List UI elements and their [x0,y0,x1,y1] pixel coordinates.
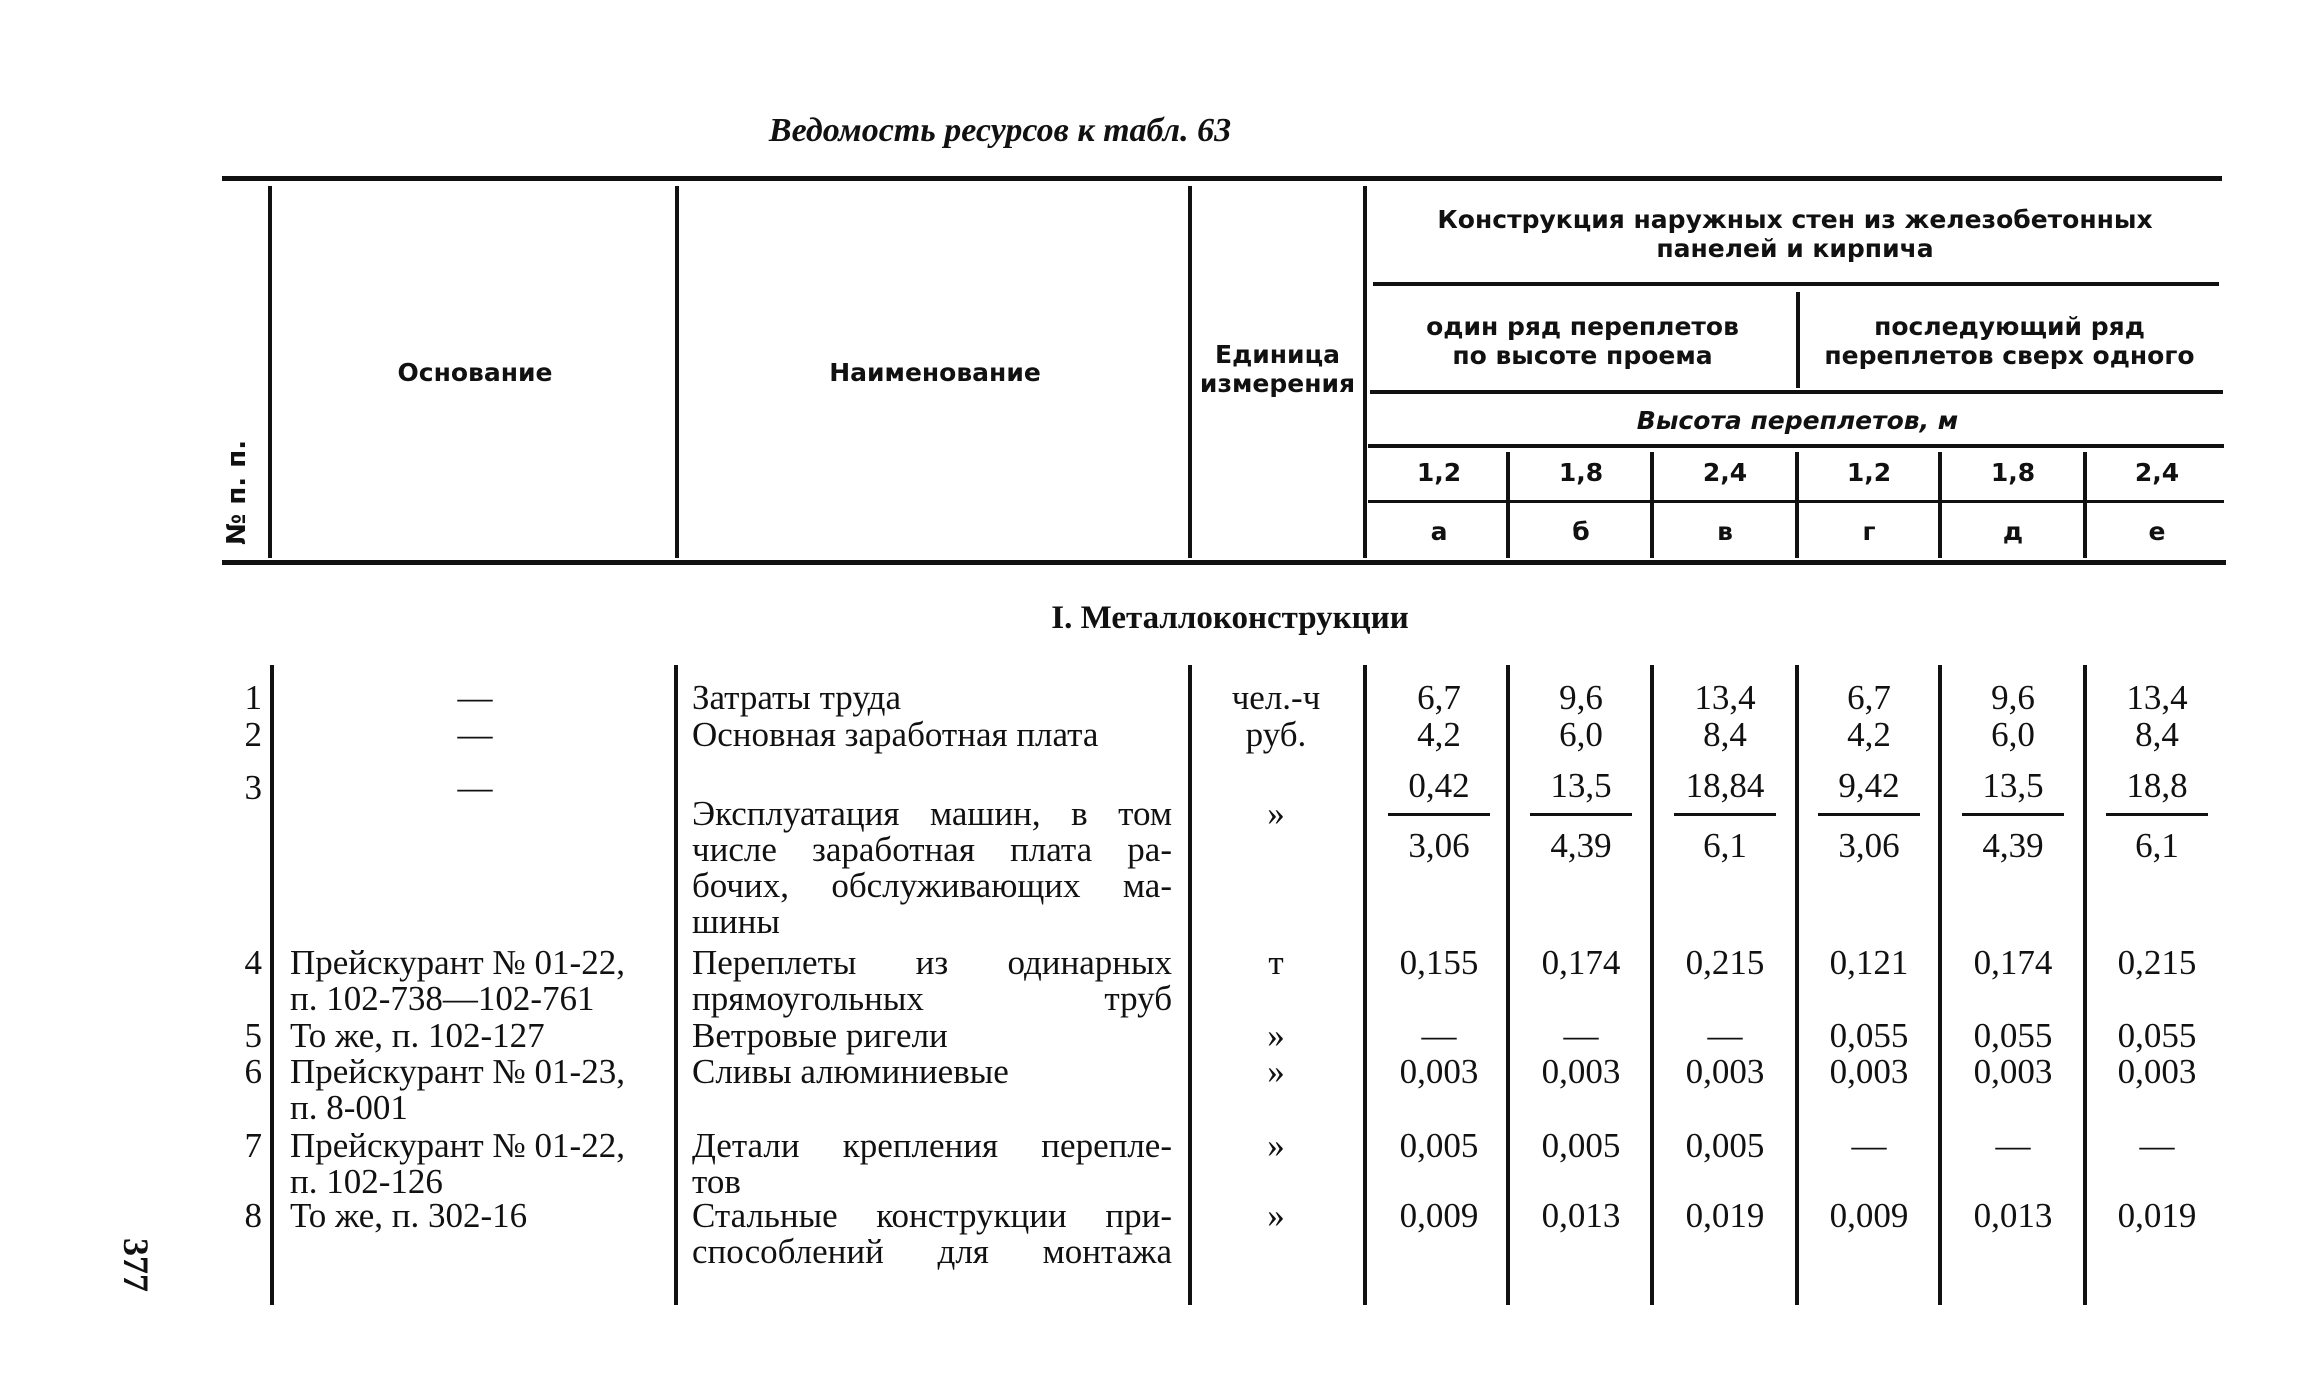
resource-value: 6,7 [1417,678,1461,717]
height-divider-5 [2083,452,2087,558]
column-letter: б [1572,517,1590,546]
resource-value: 0,003 [1685,1052,1765,1091]
height-value: 1,2 [1846,458,1892,487]
page-number: 377 [116,1238,156,1292]
header-basis: Основание [397,358,553,387]
height-value: 2,4 [1702,458,1748,487]
resource-value: 0,174 [1541,943,1621,982]
header-height-caption: Высота переплетов, м [1636,406,1959,435]
unit-text: чел.-ч [1231,678,1321,717]
resource-value: 0,013 [1973,1196,2053,1235]
fraction-bar [1674,813,1776,816]
resource-value: 0,003 [1399,1052,1479,1091]
fraction-value [1374,768,1504,864]
fraction-denominator: 4,39 [1550,826,1612,865]
column-letter: в [1717,517,1733,546]
header-divider-2 [675,186,679,558]
resource-value: 0,003 [2117,1052,2197,1091]
basis-text: п. 102-126 [290,1162,443,1201]
resource-value: 0,055 [2117,1016,2197,1055]
resource-value: 9,6 [1991,678,2035,717]
resource-value: 4,2 [1847,715,1891,754]
resource-value: 0,005 [1685,1126,1765,1165]
subgroup-rule [1370,390,2223,394]
row-number: 3 [244,768,262,807]
fraction-numerator: 18,84 [1685,766,1765,805]
header-one-row: один ряд переплетов по высоте проема [1426,312,1739,370]
fraction-bar [1530,813,1632,816]
resource-value: 6,0 [1559,715,1603,754]
fraction-bar [1388,813,1490,816]
header-divider-3 [1188,186,1192,558]
fraction-denominator: 3,06 [1408,826,1470,865]
row-number: 6 [244,1052,262,1091]
header-next-row: последующий ряд переплетов сверх одного [1824,312,2195,370]
name-text: шины [692,902,780,941]
fraction-numerator: 0,42 [1408,766,1470,805]
body-divider-8 [1938,665,1942,1305]
header-unit: Единица измерения [1199,340,1356,398]
unit-text: » [1267,1016,1285,1055]
name-text: Ветровые ригели [692,1016,948,1055]
name-text: Эксплуатация машин, в том [692,794,1172,833]
resource-value: — [1707,1016,1743,1055]
unit-text: руб. [1245,715,1307,754]
header-group-title: Конструкция наружных стен из железобетонных панелей и кирпича [1437,205,2153,263]
column-letter: г [1862,517,1876,546]
resource-value: — [1421,1016,1457,1055]
resource-value: 0,003 [1829,1052,1909,1091]
height-value: 1,2 [1416,458,1462,487]
unit-text: » [1267,1196,1285,1235]
subgroup-divider [1796,292,1800,388]
resource-value: 0,013 [1541,1196,1621,1235]
fraction-value [2092,768,2222,864]
height-value: 1,8 [1990,458,2036,487]
name-text: Сливы алюминиевые [692,1052,1009,1091]
resource-value: 0,215 [2117,943,2197,982]
body-divider-7 [1795,665,1799,1305]
resource-value: 9,6 [1559,678,1603,717]
body-divider-2 [674,665,678,1305]
resource-value: 0,009 [1829,1196,1909,1235]
fraction-denominator: 6,1 [1703,826,1747,865]
name-text: Переплеты из одинарных [692,943,1172,982]
body-divider-9 [2083,665,2087,1305]
header-divider-4 [1363,186,1367,558]
row-number: 7 [244,1126,262,1165]
row-number: 4 [244,943,262,982]
resource-value: 0,121 [1829,943,1909,982]
height-divider-2 [1650,452,1654,558]
fraction-value [1948,768,2078,864]
basis-text: Прейскурант № 01-22, [290,1126,625,1165]
section-title: I. Металлоконструкции [1051,600,1409,636]
resource-value: 0,055 [1973,1016,2053,1055]
resource-value: 8,4 [2135,715,2179,754]
resource-value: 6,7 [1847,678,1891,717]
resource-value: 0,003 [1541,1052,1621,1091]
basis-text: п. 102-738—102-761 [290,979,595,1018]
fraction-numerator: 9,42 [1838,766,1900,805]
resource-value: 0,155 [1399,943,1479,982]
name-text: Затраты труда [692,678,901,717]
resource-value: 0,009 [1399,1196,1479,1235]
body-divider-6 [1650,665,1654,1305]
basis-text: То же, п. 102-127 [290,1016,545,1055]
resource-value: 0,215 [1685,943,1765,982]
resource-value: 0,055 [1829,1016,1909,1055]
resource-value: 8,4 [1703,715,1747,754]
name-text: прямоугольных труб [692,979,1172,1018]
basis-text: п. 8-001 [290,1088,408,1127]
body-divider-1 [270,665,274,1305]
unit-text: » [1267,794,1285,833]
column-letter: а [1430,517,1448,546]
fraction-numerator: 13,5 [1982,766,2044,805]
fraction-bar [2106,813,2208,816]
resource-value: 13,4 [2126,678,2188,717]
column-letter: д [2002,517,2024,546]
name-text: способлений для монтажа [692,1232,1172,1271]
basis-dash: — [457,715,493,754]
resource-value: 0,174 [1973,943,2053,982]
header-number: № п. п. [222,439,252,545]
row-number: 5 [244,1016,262,1055]
resource-value: 6,0 [1991,715,2035,754]
fraction-denominator: 4,39 [1982,826,2044,865]
basis-text: Прейскурант № 01-23, [290,1052,625,1091]
height-divider-4 [1938,452,1942,558]
body-divider-4 [1363,665,1367,1305]
height-rule [1368,444,2224,448]
header-name: Наименование [829,358,1041,387]
fraction-numerator: 18,8 [2126,766,2188,805]
row-number: 1 [244,678,262,717]
resource-value: — [2139,1126,2175,1165]
resource-value: 0,019 [1685,1196,1765,1235]
name-text: Основная заработная плата [692,715,1099,754]
resource-value: 0,019 [2117,1196,2197,1235]
group-rule [1373,282,2219,286]
name-text: бочих, обслуживающих ма- [692,866,1172,905]
unit-text: т [1268,943,1284,982]
basis-text: То же, п. 302-16 [290,1196,528,1235]
header-bottom-rule [222,560,2226,565]
name-text: Стальные конструкции при- [692,1196,1172,1235]
unit-text: » [1267,1126,1285,1165]
fraction-value [1660,768,1790,864]
height-divider-3 [1795,452,1799,558]
table-title: Ведомость ресурсов к табл. 63 [768,112,1232,149]
basis-text: Прейскурант № 01-22, [290,943,625,982]
fraction-value [1516,768,1646,864]
top-rule [222,176,2222,181]
header-divider-1 [268,186,272,558]
resource-value: 13,4 [1694,678,1756,717]
fraction-denominator: 6,1 [2135,826,2179,865]
resource-value: — [1563,1016,1599,1055]
fraction-numerator: 13,5 [1550,766,1612,805]
resource-value: 0,005 [1399,1126,1479,1165]
basis-dash: — [457,768,493,807]
name-text: числе заработная плата ра- [692,830,1172,869]
resource-value: — [1995,1126,2031,1165]
row-number: 2 [244,715,262,754]
resource-value: 4,2 [1417,715,1461,754]
name-text: Детали крепления перепле- [692,1126,1172,1165]
row-number: 8 [244,1196,262,1235]
fraction-bar [1962,813,2064,816]
height-value: 1,8 [1558,458,1604,487]
name-text: тов [692,1162,741,1201]
fraction-bar [1818,813,1920,816]
basis-dash: — [457,678,493,717]
resource-value: 0,003 [1973,1052,2053,1091]
resource-value: 0,005 [1541,1126,1621,1165]
height-value: 2,4 [2134,458,2180,487]
fraction-denominator: 3,06 [1838,826,1900,865]
fraction-value [1804,768,1934,864]
column-letter: е [2148,517,2166,546]
unit-text: » [1267,1052,1285,1091]
resource-value: — [1851,1126,1887,1165]
